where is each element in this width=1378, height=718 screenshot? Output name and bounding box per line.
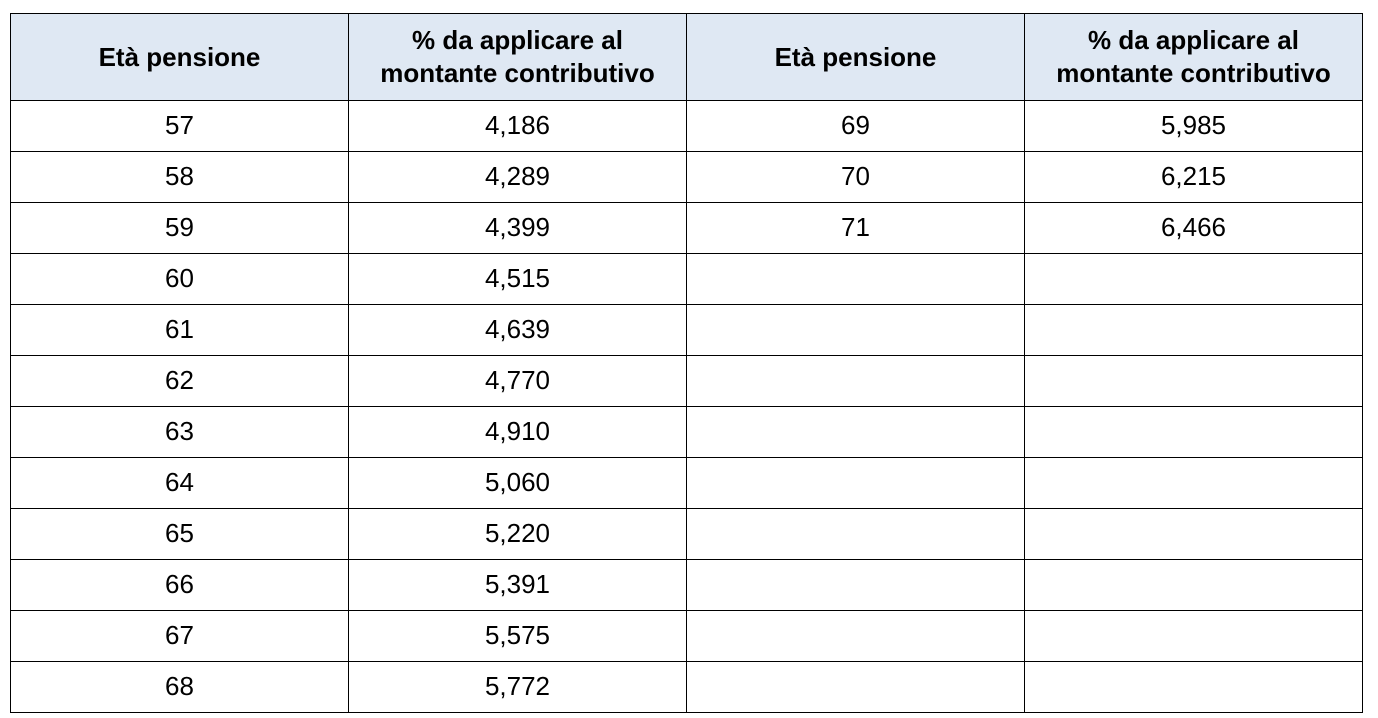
header-percent-left-label: % da applicare al montante contributivo [380, 25, 655, 88]
cell-age-left: 60 [11, 254, 349, 305]
cell-percent-right [1025, 560, 1363, 611]
cell-percent-right [1025, 356, 1363, 407]
coefficients-table [10, 13, 1363, 713]
cell-age-right [687, 458, 1025, 509]
cell-percent-left: 4,289 [349, 152, 687, 203]
cell-percent-right: 5,985 [1025, 101, 1363, 152]
cell-age-left: 65 [11, 509, 349, 560]
cell-percent-right [1025, 611, 1363, 662]
table-body [11, 101, 1363, 713]
cell-percent-left: 4,910 [349, 407, 687, 458]
table-row [11, 254, 1363, 305]
cell-percent-right [1025, 305, 1363, 356]
cell-age-left: 59 [11, 203, 349, 254]
cell-percent-left: 5,575 [349, 611, 687, 662]
cell-percent-right [1025, 458, 1363, 509]
header-age-right [687, 14, 1025, 101]
cell-age-right: 69 [687, 101, 1025, 152]
header-percent-right [1025, 14, 1363, 101]
table-row [11, 509, 1363, 560]
table-row [11, 407, 1363, 458]
header-age-left [11, 14, 349, 101]
cell-age-left: 68 [11, 662, 349, 713]
cell-age-right [687, 509, 1025, 560]
cell-age-left: 58 [11, 152, 349, 203]
table-row [11, 611, 1363, 662]
cell-percent-right: 6,466 [1025, 203, 1363, 254]
cell-age-left: 57 [11, 101, 349, 152]
header-row [11, 14, 1363, 101]
table-row [11, 458, 1363, 509]
table-row [11, 560, 1363, 611]
header-age-left-label: Età pensione [98, 41, 261, 72]
cell-age-right: 70 [687, 152, 1025, 203]
cell-percent-right: 6,215 [1025, 152, 1363, 203]
table-row [11, 305, 1363, 356]
header-percent-right-label: % da applicare al montante contributivo [1056, 25, 1331, 88]
cell-age-left: 66 [11, 560, 349, 611]
cell-age-right [687, 407, 1025, 458]
cell-percent-left: 5,772 [349, 662, 687, 713]
cell-age-right [687, 356, 1025, 407]
cell-percent-left: 4,399 [349, 203, 687, 254]
table-row [11, 356, 1363, 407]
cell-percent-left: 4,770 [349, 356, 687, 407]
cell-percent-left: 4,515 [349, 254, 687, 305]
cell-age-right [687, 560, 1025, 611]
header-percent-left [349, 14, 687, 101]
cell-age-left: 63 [11, 407, 349, 458]
cell-age-left: 64 [11, 458, 349, 509]
cell-age-left: 67 [11, 611, 349, 662]
cell-percent-left: 4,186 [349, 101, 687, 152]
header-age-right-label: Età pensione [774, 41, 937, 72]
cell-age-right [687, 254, 1025, 305]
cell-age-left: 61 [11, 305, 349, 356]
cell-age-left: 62 [11, 356, 349, 407]
cell-percent-left: 5,220 [349, 509, 687, 560]
cell-percent-right [1025, 254, 1363, 305]
cell-percent-left: 4,639 [349, 305, 687, 356]
cell-percent-left: 5,060 [349, 458, 687, 509]
cell-percent-right [1025, 407, 1363, 458]
cell-percent-left: 5,391 [349, 560, 687, 611]
cell-age-right [687, 611, 1025, 662]
cell-percent-right [1025, 509, 1363, 560]
table-row [11, 101, 1363, 152]
table-row [11, 203, 1363, 254]
table-row [11, 152, 1363, 203]
table-row [11, 662, 1363, 713]
cell-percent-right [1025, 662, 1363, 713]
cell-age-right: 71 [687, 203, 1025, 254]
cell-age-right [687, 305, 1025, 356]
cell-age-right [687, 662, 1025, 713]
